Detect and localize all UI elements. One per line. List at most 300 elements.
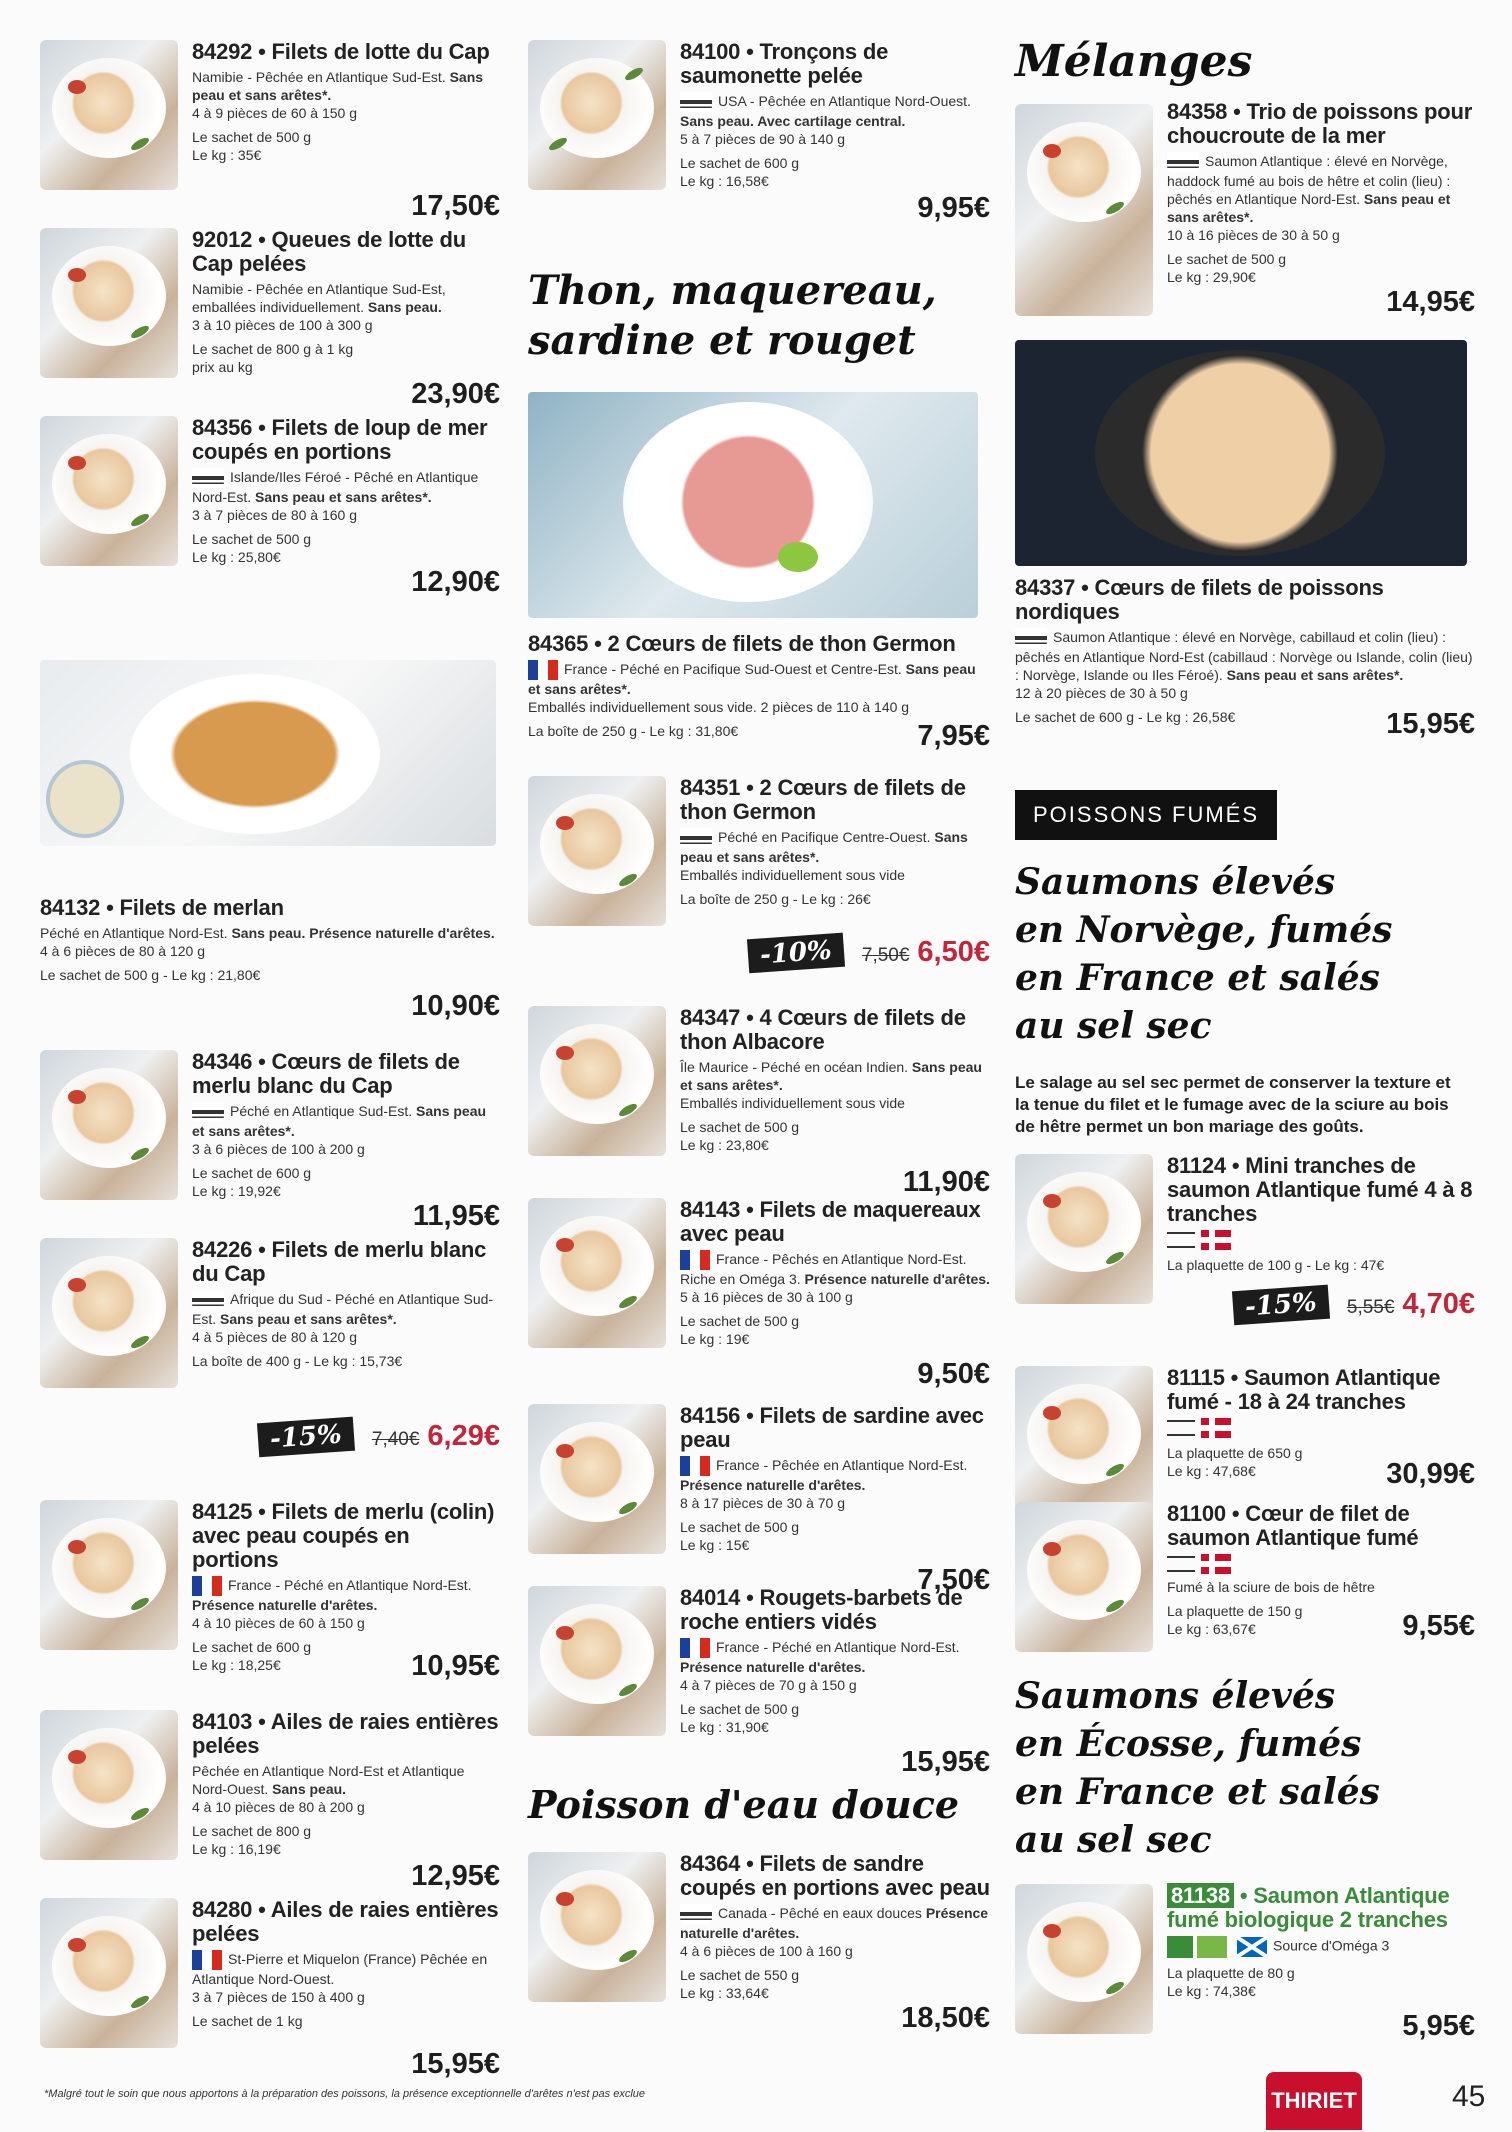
product-photo bbox=[40, 1238, 178, 1388]
product-title: 84351 • 2 Cœurs de filets de thon Germon bbox=[680, 775, 966, 824]
pack-size: Le sachet de 500 g bbox=[192, 129, 312, 145]
pieces-text: 5 à 16 pièces de 30 à 100 g bbox=[680, 1289, 853, 1306]
pieces-text: 4 à 7 pièces de 70 g à 150 g bbox=[680, 1677, 857, 1694]
price-value: 12,90€ bbox=[411, 566, 500, 598]
product-price bbox=[411, 1650, 500, 1683]
product-title: 84132 • Filets de merlan bbox=[40, 895, 284, 920]
feature-text: Sans peau et sans arêtes*. bbox=[192, 69, 484, 103]
price-value: 11,95€ bbox=[412, 1200, 500, 1232]
section-poissons-fumes: POISSONS FUMÉS bbox=[1015, 790, 1277, 840]
promo-price: 4,70€ bbox=[1402, 1288, 1475, 1320]
product-title: 84103 • Ailes de raies entières pelées bbox=[192, 1709, 499, 1758]
old-price: 5,55€ bbox=[1346, 1297, 1395, 1318]
price-per-kg: Le kg : 35€ bbox=[192, 147, 262, 163]
product-name: Mini tranches de saumon Atlantique fumé 4 à 8 tranches bbox=[1167, 1153, 1473, 1226]
product-pack bbox=[680, 1700, 990, 1736]
france-flag-icon bbox=[528, 660, 558, 680]
pieces-text: 3 à 6 pièces de 100 à 200 g bbox=[192, 1141, 365, 1158]
discount-badge: -15% bbox=[1232, 1285, 1330, 1326]
feature-text: Sans peau. bbox=[272, 1781, 347, 1797]
feature-text: Sans peau et sans arêtes*. bbox=[680, 1059, 982, 1093]
product-title: 81100 • Cœur de filet de saumon Atlantique fumé bbox=[1167, 1501, 1419, 1550]
product-title: 84143 • Filets de maquereaux avec peau bbox=[680, 1197, 981, 1246]
fishing-boat-icon bbox=[192, 1102, 224, 1122]
feature-text: Sans peau et sans arêtes*. bbox=[255, 489, 432, 506]
scotland-flag-icon bbox=[1237, 1937, 1267, 1957]
norway-flag-icon bbox=[1201, 1554, 1231, 1574]
price-value: 7,95€ bbox=[917, 720, 990, 752]
product-ref: 81138 bbox=[1167, 1883, 1234, 1908]
product-ref: 84226 bbox=[192, 1237, 253, 1262]
origin-text: Namibie - Pêchée en Atlantique Sud-Est. bbox=[192, 69, 446, 85]
product-price bbox=[1402, 2010, 1475, 2043]
pieces-text: 8 à 17 pièces de 30 à 70 g bbox=[680, 1495, 846, 1512]
price-per-kg: Le kg : 63,67€ bbox=[1167, 1621, 1256, 1637]
product-photo bbox=[528, 1006, 666, 1156]
product-title: 84125 • Filets de merlu (colin) avec peau coupés en portions bbox=[192, 1499, 495, 1572]
pack-size: Le sachet de 800 g bbox=[192, 1823, 312, 1839]
product-title: 84226 • Filets de merlu blanc du Cap bbox=[192, 1237, 487, 1286]
origin-text: Île Maurice - Péché en océan Indien. bbox=[680, 1059, 909, 1075]
pack-size: Le sachet de 600 g bbox=[192, 1165, 312, 1182]
pack-size: Le sachet de 500 g bbox=[192, 531, 312, 548]
feature-text: Sans peau et sans arêtes*. bbox=[1226, 667, 1404, 684]
product-title: 84365 • 2 Cœurs de filets de thon Germon bbox=[528, 631, 956, 656]
product-price bbox=[411, 1860, 500, 1893]
origin-text: Péché en Atlantique Sud-Est. bbox=[230, 1103, 413, 1119]
product-ref: 84346 bbox=[192, 1049, 253, 1074]
pieces-text: 12 à 20 pièces de 30 à 50 g bbox=[1015, 685, 1188, 702]
price-value: 30,99€ bbox=[1386, 1458, 1475, 1490]
product-name: Filets de maquereaux avec peau bbox=[680, 1197, 981, 1246]
heading-line: en Norvège, fumés bbox=[1015, 909, 1393, 951]
product-photo bbox=[1015, 1502, 1153, 1652]
pack-size: Le sachet de 500 g bbox=[680, 1119, 800, 1135]
product-pack bbox=[680, 1118, 990, 1154]
product-price bbox=[258, 1420, 500, 1454]
price-per-kg: Le kg : 25,80€ bbox=[192, 549, 281, 566]
sea-wave-icon bbox=[1167, 1420, 1195, 1436]
product-price bbox=[901, 2002, 990, 2035]
product-ref: 84358 bbox=[1167, 99, 1228, 124]
product-title: 84100 • Tronçons de saumonette pelée bbox=[680, 39, 889, 88]
product-photo bbox=[1015, 1154, 1153, 1304]
feature-text: Présence naturelle d'arêtes. bbox=[680, 1905, 989, 1942]
origin-text: Péché en Pacifique Centre-Ouest. bbox=[718, 829, 931, 845]
pack-size: La plaquette de 650 g bbox=[1167, 1445, 1303, 1461]
old-price: 7,50€ bbox=[861, 945, 910, 966]
product-ref: 84125 bbox=[192, 1499, 253, 1524]
product-info bbox=[192, 1050, 500, 1200]
product-ref: 81115 bbox=[1167, 1365, 1225, 1390]
price-value: 23,90€ bbox=[411, 378, 500, 410]
product-photo bbox=[528, 40, 666, 190]
product-description bbox=[680, 1638, 990, 1694]
pack-size: Le sachet de 1 kg bbox=[192, 2013, 303, 2030]
product-name: Filets de merlu (colin) avec peau coupés en portions bbox=[192, 1499, 495, 1572]
product-info bbox=[192, 1710, 500, 1858]
price-value: 5,95€ bbox=[1402, 2010, 1475, 2042]
product-pack: Le sachet de 600 g Le kg : 16,58€ bbox=[680, 155, 800, 190]
pieces-text: 3 à 7 pièces de 80 à 160 g bbox=[192, 507, 358, 524]
feature-text: Sans peau. bbox=[367, 299, 442, 315]
promo-price: 6,29€ bbox=[427, 1420, 500, 1452]
page-number: 45 bbox=[1452, 2080, 1486, 2113]
product-pack bbox=[1167, 1256, 1475, 1274]
merlan-photo bbox=[40, 660, 496, 846]
product-ref: 92012 bbox=[192, 227, 253, 252]
pack-size: La boîte de 400 g - Le kg : 15,73€ bbox=[192, 1353, 403, 1370]
heading-line: en Écosse, fumés bbox=[1015, 1723, 1362, 1765]
pieces-text: 10 à 16 pièces de 30 à 50 g bbox=[1167, 227, 1340, 244]
product-ref: 84347 bbox=[680, 1005, 741, 1030]
product-ref: 84143 bbox=[680, 1197, 741, 1222]
pieces-text: 4 à 10 pièces de 80 à 200 g bbox=[192, 1799, 365, 1815]
product-info bbox=[1015, 576, 1475, 726]
pack-size: Le sachet de 500 g bbox=[680, 1701, 800, 1718]
product-price bbox=[1386, 708, 1475, 741]
origin-flags bbox=[1167, 1230, 1475, 1250]
product-photo bbox=[40, 1898, 178, 2048]
ab-organic-icon bbox=[1167, 1936, 1193, 1958]
discount-badge: -15% bbox=[257, 1417, 355, 1458]
pieces-text: Emballés individuellement sous vide bbox=[680, 1095, 905, 1111]
origin-text: Source d'Oméga 3 bbox=[1273, 1937, 1390, 1954]
product-name: Filets de loup de mer coupés en portions bbox=[192, 415, 488, 464]
product-price bbox=[917, 720, 990, 753]
product-info bbox=[680, 1198, 990, 1348]
product-photo bbox=[1015, 104, 1153, 316]
heading-melanges: Mélanges bbox=[1015, 36, 1253, 87]
product-name: Queues de lotte du Cap pelées bbox=[192, 227, 466, 276]
heading-line: Saumons élevés bbox=[1015, 1675, 1336, 1717]
pack-size: Le sachet de 600 g bbox=[192, 1639, 312, 1656]
price-per-kg: Le kg : 18,25€ bbox=[192, 1657, 281, 1674]
product-description bbox=[192, 1950, 500, 2006]
fishing-boat-icon bbox=[1015, 628, 1047, 648]
pack-size: La boîte de 250 g - Le kg : 31,80€ bbox=[528, 723, 739, 740]
france-flag-icon bbox=[680, 1638, 710, 1658]
pack-size: Le sachet de 500 g bbox=[680, 1313, 800, 1330]
price-per-kg: Le kg : 74,38€ bbox=[1167, 1983, 1256, 1999]
product-title: 84364 • Filets de sandre coupés en portions avec peau bbox=[680, 1851, 990, 1900]
pieces-text: 4 à 9 pièces de 60 à 150 g bbox=[192, 105, 358, 121]
product-ref: 84351 bbox=[680, 775, 741, 800]
product-name: Cœurs de filets de poissons nordiques bbox=[1015, 575, 1384, 624]
heading-line: au sel sec bbox=[1015, 1819, 1212, 1861]
product-title: 84156 • Filets de sardine avec peau bbox=[680, 1403, 984, 1452]
heading-thon: Thon, maquereau, sardine et rouget bbox=[528, 267, 937, 364]
product-info bbox=[192, 228, 500, 376]
product-pack bbox=[192, 128, 500, 164]
product-pack bbox=[1167, 250, 1475, 286]
product-title: 92012 • Queues de lotte du Cap pelées bbox=[192, 227, 466, 276]
product-name: Cœurs de filets de merlu blanc du Cap bbox=[192, 1049, 460, 1098]
eu-organic-leaf-icon bbox=[1197, 1936, 1227, 1958]
heading-eau-douce: Poisson d'eau douce bbox=[528, 1782, 960, 1827]
product-name: 2 Cœurs de filets de thon Germon bbox=[680, 775, 966, 824]
price-per-kg: Le kg : 47,68€ bbox=[1167, 1463, 1256, 1479]
product-pack bbox=[680, 890, 990, 908]
france-flag-icon bbox=[192, 1576, 222, 1596]
heading-saumons-norvege bbox=[1015, 858, 1392, 1050]
product-info bbox=[1167, 1154, 1475, 1274]
price-per-kg: Le kg : 19€ bbox=[680, 1331, 750, 1348]
product-name: Ailes de raies entières pelées bbox=[192, 1897, 499, 1946]
product-description bbox=[1167, 152, 1475, 244]
france-flag-icon bbox=[680, 1456, 710, 1476]
tuna-photo bbox=[528, 392, 978, 618]
promo-price: 6,50€ bbox=[917, 936, 990, 968]
product-photo bbox=[1015, 1366, 1153, 1516]
pieces-text: 3 à 10 pièces de 100 à 300 g bbox=[192, 317, 373, 333]
origin-text: Canada - Pêché en eaux douces bbox=[718, 1905, 922, 1921]
price-value: 15,95€ bbox=[411, 2048, 500, 2080]
product-description bbox=[1167, 1578, 1475, 1596]
product-description: Péché en Atlantique Nord-Est. Sans peau. Présence naturelle d'arêtes. 4 à 6 pièces de 80 à 120 g bbox=[40, 925, 495, 959]
product-photo bbox=[40, 40, 178, 190]
feature-text: Présence naturelle d'arêtes. bbox=[680, 1477, 866, 1494]
price-per-kg: Le kg : 29,90€ bbox=[1167, 269, 1256, 286]
product-info bbox=[192, 1898, 500, 2030]
feature-text: Présence naturelle d'arêtes. bbox=[192, 1597, 378, 1614]
product-info bbox=[680, 1006, 990, 1154]
origin-text: France - Péché en Atlantique Nord-Est. bbox=[228, 1577, 472, 1593]
heading-saumons-ecosse bbox=[1015, 1672, 1380, 1864]
product-name: Saumon Atlantique fumé - 18 à 24 tranches bbox=[1167, 1365, 1441, 1414]
price-value: 14,95€ bbox=[1386, 286, 1475, 318]
product-ref: 84280 bbox=[192, 1897, 253, 1922]
france-flag-icon bbox=[680, 1250, 710, 1270]
product-pack bbox=[192, 1164, 500, 1200]
product-description bbox=[192, 468, 500, 524]
product-price bbox=[411, 378, 500, 411]
nordic-fish-photo bbox=[1015, 340, 1467, 566]
origin-text: Saumon Atlantique : élevé en Norvège, cabillaud et colin (lieu) : pêchés en Atlantique Nord-Est (cabillaud : Norvège ou Islande, colin (lieu) : Norvège, Islande ou Iles Féroé). bbox=[1015, 629, 1473, 684]
product-name: Filets de merlu blanc du Cap bbox=[192, 1237, 487, 1286]
product-title: 84358 • Trio de poissons pour choucroute de la mer bbox=[1167, 99, 1473, 148]
product-price bbox=[901, 1746, 990, 1779]
product-info bbox=[40, 896, 500, 984]
origin-text: France - Pêchée en Atlantique Nord-Est. bbox=[716, 1457, 968, 1473]
fishing-boat-icon bbox=[1167, 152, 1199, 172]
feature-text: Sans peau et sans arêtes*. bbox=[680, 829, 968, 866]
origin-flags bbox=[1167, 1418, 1475, 1438]
origin-text: France - Pêchés en Atlantique Nord-Est. Riche en Oméga 3. bbox=[680, 1251, 967, 1288]
product-ref: 81124 bbox=[1167, 1153, 1226, 1178]
product-ref: 84103 bbox=[192, 1709, 253, 1734]
product-name: 4 Cœurs de filets de thon Albacore bbox=[680, 1005, 966, 1054]
product-info bbox=[680, 1586, 990, 1736]
heading-line: en France et salés bbox=[1015, 1771, 1380, 1813]
pieces-text: Emballés individuellement sous vide bbox=[680, 867, 905, 884]
product-price bbox=[1402, 1610, 1475, 1643]
price-per-kg: prix au kg bbox=[192, 359, 253, 375]
product-photo bbox=[528, 776, 666, 926]
price-per-kg: Le kg : 33,64€ bbox=[680, 1985, 769, 2002]
product-description bbox=[192, 68, 500, 122]
pack-size: Le sachet de 500 g bbox=[680, 1519, 800, 1536]
norway-flag-icon bbox=[1201, 1230, 1231, 1250]
product-description: USA - Pêchée en Atlantique Nord-Ouest. Sans peau. Avec cartilage central. 5 à 7 pièces de 90 à 140 g bbox=[680, 93, 971, 148]
product-name: Filets de sardine avec peau bbox=[680, 1403, 984, 1452]
product-photo bbox=[40, 228, 178, 378]
price-per-kg: Le kg : 15€ bbox=[680, 1537, 750, 1554]
product-description bbox=[680, 1058, 990, 1112]
product-info bbox=[192, 416, 500, 566]
product-price bbox=[903, 1166, 990, 1199]
pack-size: Le sachet de 550 g bbox=[680, 1967, 800, 1984]
product-photo bbox=[528, 1198, 666, 1348]
product-description bbox=[528, 660, 990, 716]
price-per-kg: Le kg : 16,19€ bbox=[192, 1841, 281, 1857]
product-photo bbox=[528, 1404, 666, 1554]
product-price bbox=[413, 1200, 500, 1233]
price-value: 9,55€ bbox=[1402, 1610, 1475, 1642]
product-price bbox=[1386, 1458, 1475, 1491]
feature-text: Sans peau et sans arêtes*. bbox=[528, 661, 976, 698]
product-photo bbox=[40, 1500, 178, 1650]
pieces-text: 4 à 5 pièces de 80 à 120 g bbox=[192, 1329, 358, 1346]
product-title: 81124 • Mini tranches de saumon Atlantique fumé 4 à 8 tranches bbox=[1167, 1153, 1473, 1226]
product-pack bbox=[680, 1966, 990, 2002]
product-pack bbox=[192, 530, 500, 566]
product-description bbox=[1015, 628, 1475, 702]
pack-size: La boîte de 250 g - Le kg : 26€ bbox=[680, 891, 871, 908]
product-name: Rougets-barbets de roche entiers vidés bbox=[680, 1585, 963, 1634]
product-price bbox=[1386, 286, 1475, 319]
price-value: 9,50€ bbox=[917, 1358, 990, 1390]
product-photo bbox=[40, 1050, 178, 1200]
product-ref: 84292 bbox=[192, 39, 253, 64]
product-title: 81138 • Saumon Atlantique fumé biologique 2 tranches bbox=[1167, 1883, 1450, 1932]
product-pack bbox=[192, 1822, 500, 1858]
product-name: 2 Cœurs de filets de thon Germon bbox=[607, 631, 956, 656]
product-title: 84014 • Rougets-barbets de roche entiers vidés bbox=[680, 1585, 963, 1634]
origin-text: Fumé à la sciure de bois de hêtre bbox=[1167, 1579, 1375, 1595]
product-pack bbox=[192, 340, 500, 376]
product-pack bbox=[680, 1312, 990, 1348]
pack-size: Le sachet de 800 g à 1 kg bbox=[192, 341, 354, 357]
pack-size: La plaquette de 100 g - Le kg : 47€ bbox=[1167, 1257, 1385, 1273]
price-value: 15,95€ bbox=[1386, 708, 1475, 740]
price-value: 11,90€ bbox=[902, 1166, 990, 1198]
product-title: 84280 • Ailes de raies entières pelées bbox=[192, 1897, 499, 1946]
product-price: 9,95€ bbox=[917, 192, 990, 224]
product-ref: 81100 bbox=[1167, 1501, 1226, 1526]
product-title: 81115 • Saumon Atlantique fumé - 18 à 24 tranches bbox=[1167, 1365, 1441, 1414]
feature-text: Présence naturelle d'arêtes. bbox=[804, 1271, 990, 1288]
product-name: Cœur de filet de saumon Atlantique fumé bbox=[1167, 1501, 1419, 1550]
pieces-text: 3 à 7 pièces de 150 à 400 g bbox=[192, 1989, 365, 2006]
product-price: 10,90€ bbox=[411, 990, 500, 1022]
price-value: 15,95€ bbox=[901, 1746, 990, 1778]
origin-text: Afrique du Sud - Péché en Atlantique Sud-Est. bbox=[192, 1291, 494, 1328]
price-value: 12,95€ bbox=[411, 1860, 500, 1892]
product-name: Filets de lotte du Cap bbox=[271, 39, 490, 64]
pack-size: Le sachet de 600 g - Le kg : 26,58€ bbox=[1015, 709, 1236, 726]
sea-wave-icon bbox=[1167, 1556, 1195, 1572]
product-name: Saumon Atlantique fumé biologique 2 tranches bbox=[1167, 1883, 1450, 1932]
pack-size: Le sachet de 500 g bbox=[1167, 251, 1287, 268]
product-info bbox=[1167, 1884, 1475, 2000]
product-info bbox=[1167, 100, 1475, 286]
product-info bbox=[192, 40, 500, 164]
product-description bbox=[680, 1456, 990, 1512]
fishing-boat-icon bbox=[680, 1904, 712, 1924]
fishing-boat-icon bbox=[680, 92, 712, 112]
price-value: 18,50€ bbox=[901, 2002, 990, 2034]
product-description bbox=[680, 828, 990, 884]
feature-text: Sans peau et sans arêtes*. bbox=[192, 1103, 487, 1140]
origin-text: Islande/Iles Féroé - Pêché en Atlantique Nord-Est. bbox=[192, 469, 479, 506]
origin-text: Saumon Atlantique : élevé en Norvège, haddock fumé au bois de hêtre et colin (lieu) : pêchés en Atlantique Nord-Est. bbox=[1167, 153, 1451, 208]
price-value: 17,50€ bbox=[411, 190, 500, 222]
price-value: 7,50€ bbox=[917, 1564, 990, 1596]
heading-line: au sel sec bbox=[1015, 1005, 1212, 1047]
feature-text: Sans peau et sans arêtes*. bbox=[1167, 191, 1451, 226]
product-price bbox=[411, 190, 500, 223]
product-pack bbox=[1167, 1964, 1475, 2000]
product-price bbox=[411, 2048, 500, 2081]
pack-size: La plaquette de 80 g bbox=[1167, 1965, 1295, 1981]
product-title: 84292 • Filets de lotte du Cap bbox=[192, 39, 490, 64]
product-pack: Le sachet de 500 g - Le kg : 21,80€ bbox=[40, 967, 261, 983]
norway-flag-icon bbox=[1201, 1418, 1231, 1438]
price-per-kg: Le kg : 31,90€ bbox=[680, 1719, 769, 1736]
heading-line: Saumons élevés bbox=[1015, 861, 1336, 903]
heading-line: en France et salés bbox=[1015, 957, 1380, 999]
pack-size: La plaquette de 150 g bbox=[1167, 1603, 1303, 1619]
origin-text: Pêchée en Atlantique Nord-Est et Atlantique Nord-Ouest. bbox=[192, 1763, 465, 1797]
product-title: 84356 • Filets de loup de mer coupés en portions bbox=[192, 415, 488, 464]
footer-disclaimer: *Malgré tout le soin que nous apportons à la préparation des poissons, la présence exceptionnelle d'arêtes n'est pas exclue bbox=[44, 2088, 646, 2100]
product-title: 84346 • Cœurs de filets de merlu blanc du Cap bbox=[192, 1049, 460, 1098]
fishing-boat-icon bbox=[192, 1290, 224, 1310]
product-info bbox=[680, 776, 990, 908]
fishing-boat-icon bbox=[192, 468, 224, 488]
discount-badge: -10% bbox=[747, 933, 845, 974]
product-info bbox=[192, 1238, 500, 1370]
product-pack bbox=[192, 2012, 500, 2030]
product-photo bbox=[40, 416, 178, 566]
origin-flags bbox=[1167, 1554, 1475, 1574]
product-price bbox=[411, 566, 500, 599]
product-info bbox=[680, 1404, 990, 1554]
fishing-boat-icon bbox=[680, 828, 712, 848]
product-ref: 84337 bbox=[1015, 575, 1076, 600]
product-photo bbox=[528, 1852, 666, 2002]
product-photo bbox=[528, 1586, 666, 1736]
origin-text: Namibie - Pêchée en Atlantique Sud-Est, emballées individuellement. bbox=[192, 281, 446, 315]
price-per-kg: Le kg : 23,80€ bbox=[680, 1137, 769, 1153]
product-price bbox=[748, 936, 990, 970]
product-ref: 84156 bbox=[680, 1403, 741, 1428]
product-description bbox=[192, 280, 500, 334]
old-price: 7,40€ bbox=[371, 1429, 420, 1450]
product-name: Ailes de raies entières pelées bbox=[192, 1709, 499, 1758]
product-description bbox=[1167, 1936, 1475, 1958]
product-description bbox=[192, 1102, 500, 1158]
pieces-text: Emballés individuellement sous vide. 2 pièces de 110 à 140 g bbox=[528, 699, 910, 716]
product-name: Trio de poissons pour choucroute de la mer bbox=[1167, 99, 1473, 148]
sea-wave-icon bbox=[1167, 1232, 1195, 1248]
pieces-text: 4 à 6 pièces de 100 à 160 g bbox=[680, 1943, 853, 1960]
product-ref: 84364 bbox=[680, 1851, 741, 1876]
price-value: 10,95€ bbox=[411, 1650, 500, 1682]
product-price bbox=[917, 1358, 990, 1391]
product-description bbox=[192, 1290, 500, 1346]
